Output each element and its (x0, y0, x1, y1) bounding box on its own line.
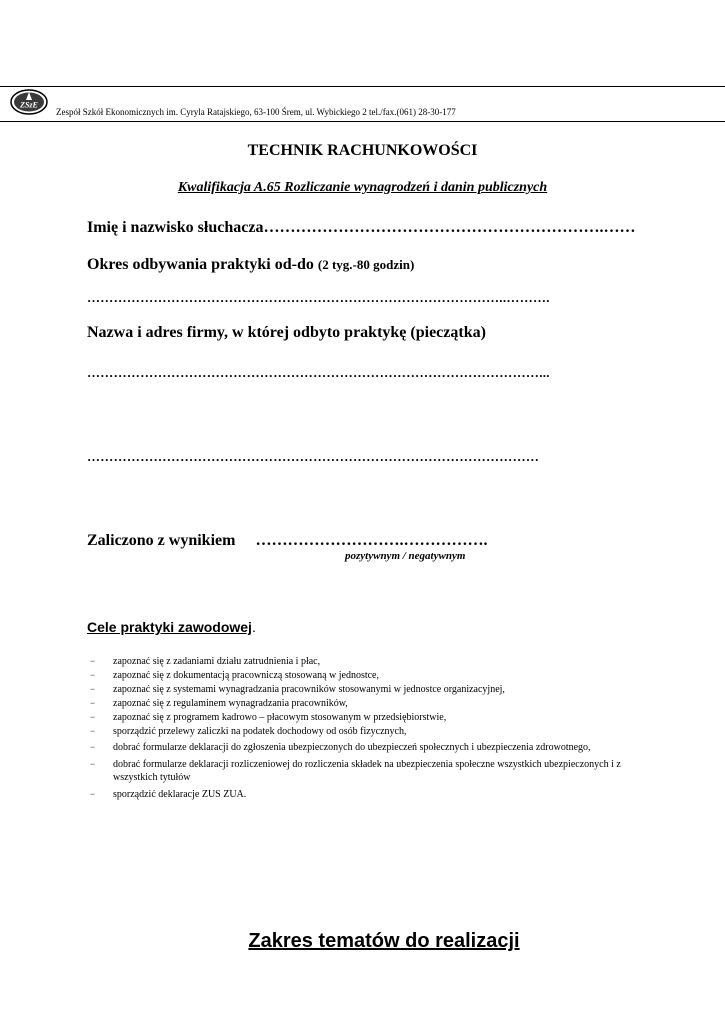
school-info: Zespół Szkół Ekonomicznych im. Cyryla Ratajskiego, 63-100 Śrem, ul. Wybickiego 2 tel./fax.(061) 28-30-177 (56, 107, 456, 117)
period-field[interactable]: …………………………………………………………………………………..………. (87, 290, 550, 305)
company-field-2[interactable]: ………………………………………………………………………………………… (87, 449, 540, 464)
company-label: Nazwa i adres firmy, w której odbyto praktykę (pieczątka) (87, 324, 486, 341)
result-field[interactable]: ……………………….……………. (255, 532, 488, 549)
goals-heading: Cele praktyki zawodowej. (87, 619, 256, 635)
result-options: pozytywnym / negatywnym (345, 550, 466, 562)
list-item: − zapoznać się z zadaniami działu zatrudnienia i płac, (90, 655, 660, 668)
section-title: Zakres tematów do realizacji (248, 930, 520, 952)
list-item: − sporządzić przelewy zaliczki na podatek dochodowy od osób fizycznych, (90, 725, 660, 738)
list-item: − zapoznać się z dokumentacją pracowniczą stosowaną w jednostce, (90, 669, 660, 682)
result-line (87, 532, 487, 550)
list-item: − zapoznać się z regulaminem wynagradzania pracowników, (90, 697, 660, 710)
list-item: − zapoznać się z programem kadrowo – płacowym stosowanym w przedsiębiorstwie, (90, 711, 660, 724)
list-item: − dobrać formularze deklaracji do zgłoszenia ubezpieczonych do ubezpieczeń społecznych i ubezpieczenia zdrowotnego, (90, 741, 660, 754)
header-top-rule (0, 86, 725, 87)
list-item: − zapoznać się z systemami wynagradzania pracowników stosowanymi w jednostce organizacyjnej, (90, 683, 660, 696)
period-line (87, 256, 414, 274)
list-item: − sporządzić deklaracje ZUS ZUA. (90, 788, 660, 801)
period-note: (2 tyg.-80 godzin) (317, 257, 415, 272)
student-name-field[interactable]: ……………………………………………………….…… (263, 219, 636, 236)
header-bottom-rule (0, 121, 725, 122)
period-label: Okres odbywania praktyki od-do (87, 256, 314, 273)
company-field-1[interactable]: …………………………………………………………………………………………... (87, 365, 550, 380)
goals-list (90, 655, 660, 805)
student-name-line (87, 219, 635, 237)
page-title: TECHNIK RACHUNKOWOŚCI (247, 142, 478, 159)
school-logo (10, 89, 48, 115)
logo-text: ZSzE (20, 100, 38, 110)
student-name-label: Imię i nazwisko słuchacza (87, 219, 264, 236)
qualification-subtitle: Kwalifikacja A.65 Rozliczanie wynagrodzeń i danin publicznych (177, 180, 548, 195)
result-label: Zaliczono z wynikiem (87, 532, 236, 549)
list-item: − dobrać formularze deklaracji rozliczeniowej do rozliczenia składek na ubezpieczenia społeczne wszystkich ubezpieczonych i z wszystkich tytułów (90, 758, 660, 784)
